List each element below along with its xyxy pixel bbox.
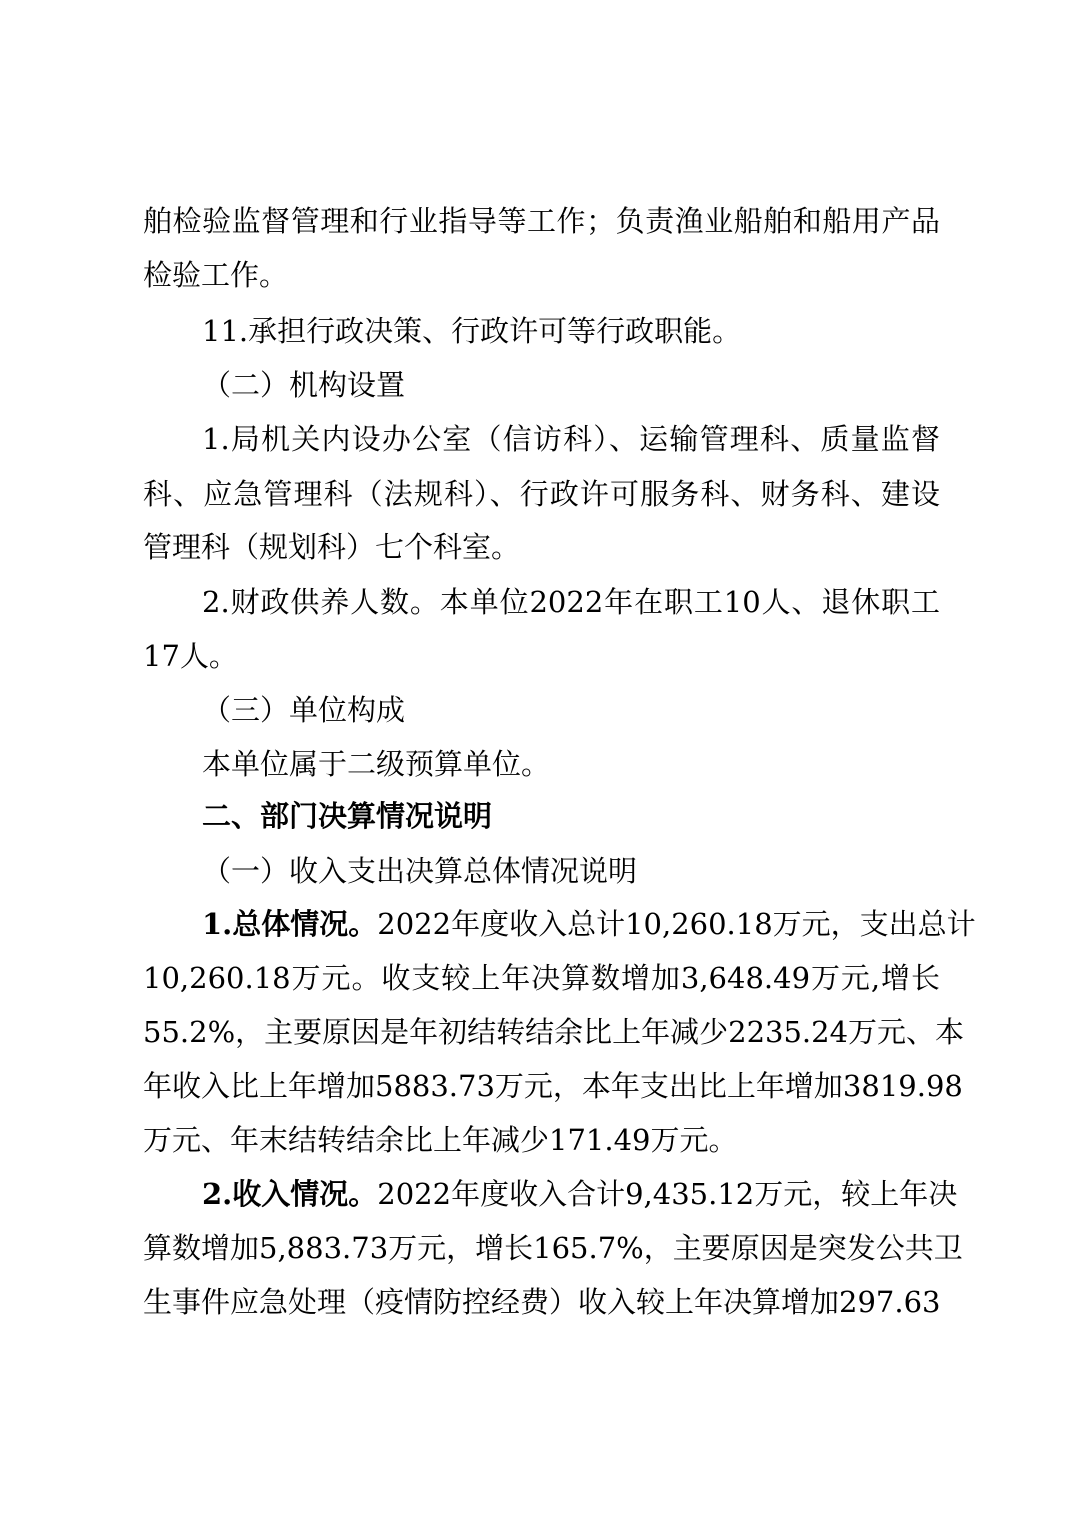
- paragraph-line: [202, 1176, 958, 1212]
- lead-in-text: 2022年度收入总计10,260.18万元，支出总计: [377, 907, 976, 941]
- paragraph-line: 管理科（规划科）七个科室。: [143, 530, 521, 564]
- paragraph-line: 万元、年末结转结余比上年减少171.49万元。: [143, 1123, 738, 1157]
- lead-in-bold: 2.收入情况。: [202, 1177, 378, 1211]
- paragraph-line: 年收入比上年增加5883.73万元，本年支出比上年增加3819.98: [143, 1069, 963, 1103]
- section-heading: （一）收入支出决算总体情况说明: [202, 854, 638, 888]
- chapter-heading: 二、部门决算情况说明: [202, 799, 493, 833]
- section-heading: （三）单位构成: [202, 693, 406, 727]
- paragraph-line: 算数增加5,883.73万元，增长165.7%，主要原因是突发公共卫: [143, 1231, 963, 1265]
- section-heading: （二）机构设置: [202, 368, 406, 402]
- paragraph-line: 科、应急管理科（法规科）、行政许可服务科、财务科、建设: [143, 477, 940, 511]
- paragraph-line: 检验工作。: [143, 258, 289, 292]
- paragraph-line: 舶检验监督管理和行业指导等工作；负责渔业船舶和船用产品: [143, 204, 940, 238]
- lead-in-bold: 1.总体情况。: [202, 907, 378, 941]
- paragraph-line: 55.2%，主要原因是年初结转结余比上年减少2235.24万元、本: [143, 1015, 965, 1049]
- paragraph-line: 11.承担行政决策、行政许可等行政职能。: [202, 314, 742, 348]
- paragraph-line: 1.局机关内设办公室（信访科）、运输管理科、质量监督: [202, 422, 940, 456]
- paragraph-line: 10,260.18万元。收支较上年决算数增加3,648.49万元,增长: [143, 961, 940, 995]
- lead-in-text: 2022年度收入合计9,435.12万元，较上年决: [377, 1177, 958, 1211]
- paragraph-line: 17人。: [143, 639, 238, 673]
- paragraph-line: [202, 906, 976, 942]
- paragraph-line: 2.财政供养人数。本单位2022年在职工10人、退休职工: [202, 585, 940, 619]
- paragraph-line: 生事件应急处理（疫情防控经费）收入较上年决算增加297.63: [143, 1285, 941, 1319]
- paragraph-line: 本单位属于二级预算单位。: [202, 747, 551, 781]
